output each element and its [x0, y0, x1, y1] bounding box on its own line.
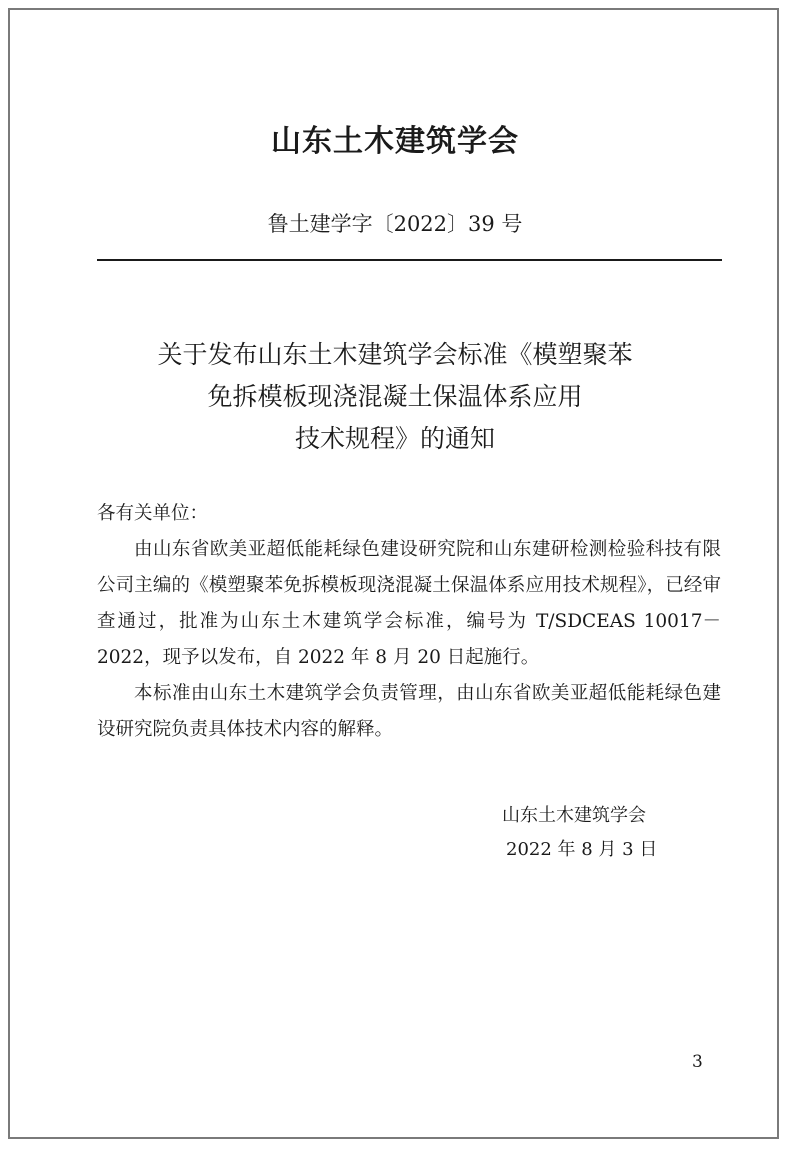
signature-date: 2022 年 8 月 3 日 — [506, 839, 658, 860]
notice-title-line-2: 免拆模板现浇混凝土保温体系应用 — [207, 382, 583, 411]
header-divider — [97, 259, 722, 261]
document-number: 鲁土建学字〔2022〕39 号 — [267, 212, 523, 236]
notice-body — [97, 496, 721, 748]
notice-title — [0, 334, 790, 460]
organization-title: 山东土木建筑学会 — [271, 124, 519, 159]
body-paragraph-2: 本标准由山东土木建筑学会负责管理，由山东省欧美亚超低能耗绿色建设研究院负责具体技术内容的解释。 — [97, 683, 721, 740]
salutation: 各有关单位： — [97, 503, 209, 524]
notice-title-line-1: 关于发布山东土木建筑学会标准《模塑聚苯 — [157, 340, 633, 369]
page-number: 3 — [692, 1052, 703, 1072]
signature-organization: 山东土木建筑学会 — [502, 805, 646, 826]
notice-title-line-3: 技术规程》的通知 — [294, 424, 495, 453]
body-paragraph-1: 由山东省欧美亚超低能耗绿色建设研究院和山东建研检测检验科技有限公司主编的《模塑聚苯免拆模板现浇混凝土保温体系应用技术规程》，已经审查通过，批准为山东土木建筑学会标准，编号为 T/SDCEAS 10017－2022，现予以发布，自 2022 年 8 月 20 日起施行。 — [97, 539, 721, 668]
